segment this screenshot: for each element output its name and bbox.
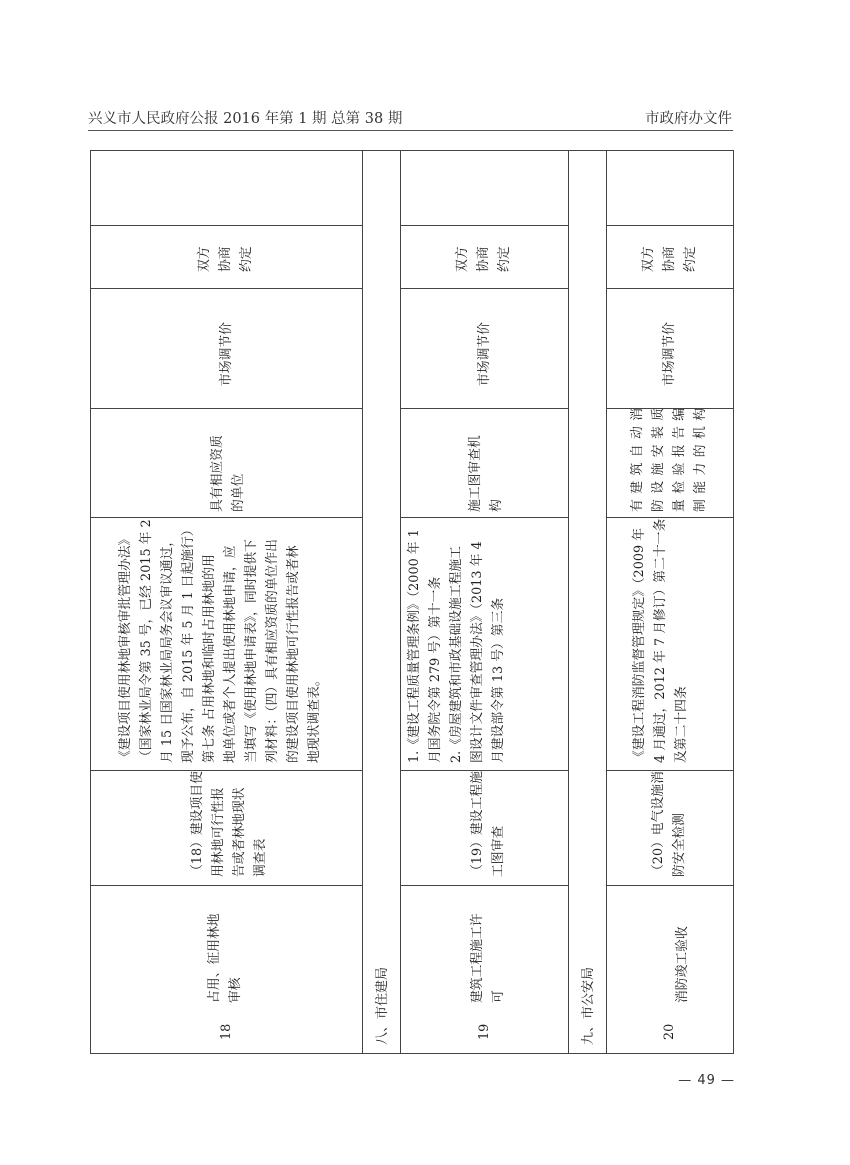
section-label-housing-bureau: 八、市住建局 bbox=[375, 966, 390, 1045]
header-section: 市政府办文件 bbox=[645, 111, 732, 127]
header-rule bbox=[88, 130, 733, 131]
column-separator bbox=[400, 288, 568, 289]
column-separator bbox=[606, 288, 733, 289]
service-provider: 具有相应资质 的单位 bbox=[210, 435, 246, 512]
row-separator bbox=[400, 150, 401, 1053]
header-title: 兴义市人民政府公报 2016 年第 1 期 总第 38 期 bbox=[88, 111, 403, 127]
page-number: — 49 — bbox=[678, 1073, 735, 1088]
column-separator bbox=[90, 288, 362, 289]
fee-standard: 市场调节价 bbox=[218, 322, 234, 386]
service-provider: 有建筑自动消 防设施安装质 量检验报告编 制能力的机构 bbox=[630, 408, 708, 512]
column-separator bbox=[606, 885, 733, 886]
section-label-public-security-bureau: 九、市公安局 bbox=[581, 966, 596, 1045]
item-name: 消防竣工验收 bbox=[675, 926, 690, 1003]
row-number: 20 bbox=[662, 1023, 677, 1040]
table-border-right bbox=[733, 150, 734, 1054]
row-number: 18 bbox=[218, 1023, 234, 1040]
service-provider: 施工图审查机 构 bbox=[468, 435, 504, 512]
column-separator bbox=[400, 885, 568, 886]
item-name: 建筑工程施工许 可 bbox=[470, 913, 506, 1003]
pricing-method: 双方 协商 约定 bbox=[640, 246, 698, 272]
row-separator bbox=[362, 150, 363, 1053]
legal-basis: 《建设工程消防监督管理规定》（2009 年 4 月通过，2012 年 7 月修订）第二十一条 及第二十四条 bbox=[632, 518, 689, 763]
material-name: （18）建设项目使 用林地可行性报 告或者林地现状 调查表 bbox=[190, 771, 268, 877]
table-border-bottom bbox=[90, 1053, 733, 1054]
material-name: （19）建设工程施 工图审查 bbox=[470, 771, 506, 877]
row-number: 19 bbox=[476, 1023, 492, 1040]
column-separator bbox=[90, 885, 362, 886]
fee-standard: 市场调节价 bbox=[476, 322, 492, 386]
table-border-left bbox=[90, 150, 91, 1053]
material-name: （20）电气设施消 防安全检测 bbox=[651, 771, 687, 877]
row-separator bbox=[606, 150, 607, 1053]
table-border-top bbox=[90, 150, 733, 151]
pricing-method: 双方 协商 约定 bbox=[197, 246, 254, 272]
item-name: 占用、征用林地 审核 bbox=[207, 913, 243, 1003]
legal-basis: 《建设项目使用林地审核审批管理办法》 （国家林业局令第 35 号，已经 2015 年 2 月 15 日国家林业局局务会议审议通过， 现予公布，自 2015 年 5 月 1 日起施行） 第七条 占用林地和临时占用林地的用 地单位或者个人提出使用林地申请，应 当填写《使用林地申请表》，同时提供下 列材料：（四）具有相应资质的单位作出 的建设项目使用林地可行性报告或者林 地现状调查表。 bbox=[118, 519, 322, 763]
fee-standard: 市场调节价 bbox=[662, 322, 677, 386]
row-separator bbox=[568, 150, 569, 1053]
legal-basis: 1.《建设工程质量管理条例》（2000 年 1 月国务院令第 279 号）第十一条 2.《房屋建筑和市政基础设施工程施工 图设计文件审查管理办法》（2013 年 4 月建设部令第 13 号）第三条 bbox=[407, 529, 506, 763]
pricing-method: 双方 协商 约定 bbox=[455, 246, 512, 272]
